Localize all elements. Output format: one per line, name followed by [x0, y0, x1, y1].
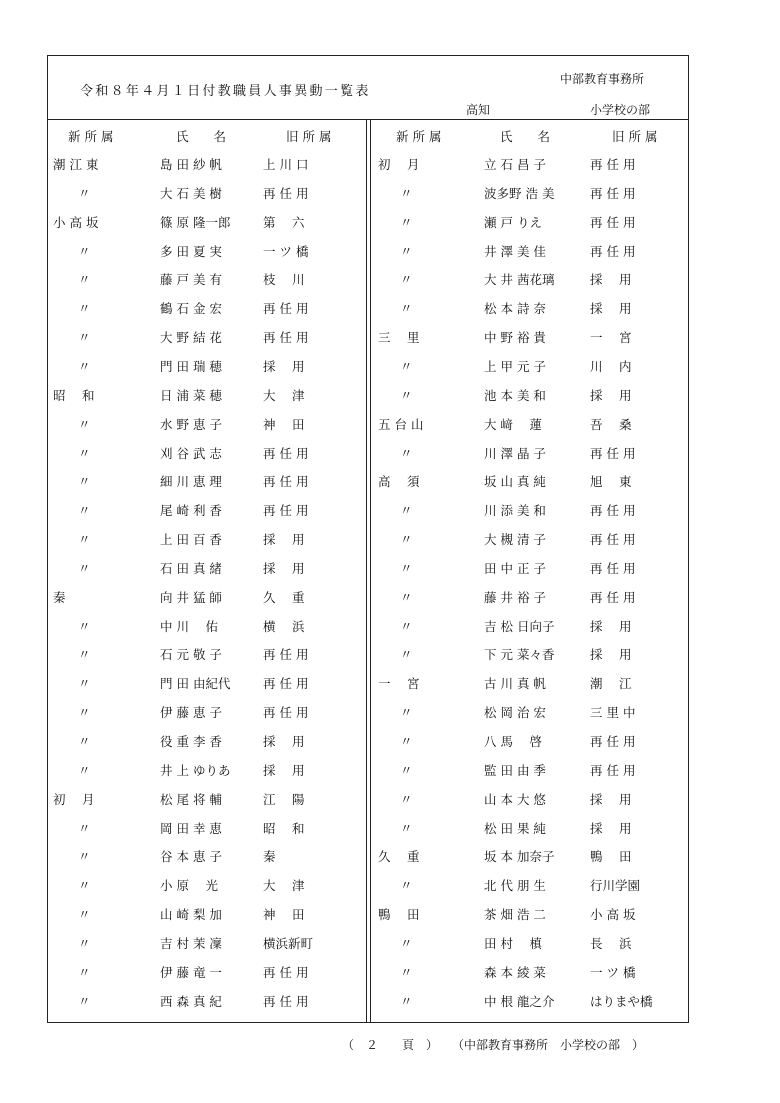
- new-post-cell: 潮 江 東: [53, 157, 99, 172]
- new-post-cell: 〃: [400, 791, 413, 807]
- page-number: （ ２ 頁 ）: [342, 1038, 439, 1052]
- new-post-cell: 〃: [400, 878, 413, 894]
- old-post-cell: 再 任 用: [590, 589, 636, 605]
- new-post-cell: 〃: [400, 734, 413, 749]
- new-post-cell: 〃: [78, 705, 91, 721]
- name-cell: 井 澤 美 佳: [484, 243, 546, 259]
- old-post-cell: 採 用: [263, 532, 305, 548]
- name-cell: 細 川 恵 理: [160, 474, 222, 490]
- name-cell: 中 野 裕 貴: [484, 330, 546, 346]
- old-post-cell: 第 六: [263, 214, 305, 230]
- name-cell: 吉 村 茉 凜: [160, 935, 222, 951]
- new-post-cell: 〃: [78, 935, 91, 951]
- old-post-cell: 横 浜: [263, 618, 305, 634]
- name-cell: 岡 田 幸 恵: [160, 820, 222, 836]
- new-post-cell: 〃: [400, 272, 413, 288]
- new-post-cell: 〃: [78, 185, 91, 201]
- name-cell: 山 本 大 悠: [484, 791, 546, 807]
- name-cell: 門 田 瑞 穂: [160, 358, 222, 374]
- name-cell: 上 甲 元 子: [484, 358, 546, 374]
- name-cell: 池 本 美 和: [484, 387, 546, 403]
- old-post-cell: 再 任 用: [590, 532, 636, 548]
- new-post-cell: 〃: [400, 820, 413, 836]
- name-cell: 刈 谷 武 志: [160, 445, 222, 461]
- new-post-cell: 一 宮: [378, 676, 420, 692]
- new-post-cell: 〃: [400, 532, 413, 548]
- old-post-cell: 採 用: [590, 272, 632, 288]
- name-cell: 大 井 茜花璃: [484, 272, 555, 288]
- old-post-cell: 大 津: [263, 387, 305, 403]
- name-cell: 吉 松 日向子: [484, 618, 555, 634]
- old-post-cell: 再 任 用: [590, 445, 636, 461]
- new-post-cell: 〃: [78, 445, 91, 461]
- old-post-cell: 採 用: [263, 560, 305, 576]
- name-cell: 瀬 戸 りえ: [484, 214, 542, 230]
- new-post-cell: 〃: [78, 676, 91, 692]
- new-post-cell: 初 月: [53, 791, 95, 807]
- new-post-cell: 初 月: [378, 157, 420, 172]
- new-post-cell: 〃: [78, 964, 91, 980]
- new-post-cell: 五 台 山: [378, 416, 424, 432]
- prefecture-label: 高知: [466, 103, 491, 117]
- header-new-post: 新 所 属: [68, 129, 114, 144]
- name-cell: 中 根 龍之介: [484, 993, 555, 1009]
- header-old-post: 旧 所 属: [286, 129, 332, 144]
- new-post-cell: 〃: [400, 358, 413, 374]
- new-post-cell: 〃: [400, 185, 413, 201]
- old-post-cell: 行川学園: [590, 878, 641, 894]
- new-post-cell: 〃: [78, 647, 91, 663]
- name-cell: 鶴 石 金 宏: [160, 301, 222, 317]
- name-cell: 篠 原 隆一郎: [160, 214, 231, 230]
- old-post-cell: 再 任 用: [263, 647, 309, 663]
- old-post-cell: 再 任 用: [263, 330, 309, 346]
- name-cell: 茶 畑 浩 二: [484, 907, 546, 923]
- name-cell: 川 澤 晶 子: [484, 445, 546, 461]
- document-title: 令和８年４月１日付教職員人事異動一覧表: [80, 84, 371, 99]
- name-cell: 石 元 敬 子: [160, 647, 222, 663]
- old-post-cell: 再 任 用: [263, 185, 309, 201]
- old-post-cell: 再 任 用: [590, 762, 636, 778]
- new-post-cell: 〃: [78, 503, 91, 519]
- old-post-cell: 再 任 用: [263, 705, 309, 721]
- old-post-cell: 再 任 用: [590, 560, 636, 576]
- new-post-cell: 〃: [400, 964, 413, 980]
- new-post-cell: 昭 和: [53, 387, 95, 403]
- old-post-cell: 大 津: [263, 878, 305, 894]
- old-post-cell: 昭 和: [263, 820, 305, 836]
- old-post-cell: 再 任 用: [590, 503, 636, 519]
- new-post-cell: 〃: [400, 503, 413, 519]
- old-post-cell: 再 任 用: [590, 185, 636, 201]
- new-post-cell: 〃: [78, 734, 91, 749]
- new-post-cell: 秦: [53, 589, 66, 605]
- new-post-cell: 〃: [400, 618, 413, 634]
- new-post-cell: 〃: [78, 560, 91, 576]
- new-post-cell: 〃: [78, 474, 91, 490]
- name-cell: 松 本 詩 奈: [484, 301, 546, 317]
- name-cell: 大 野 結 花: [160, 330, 222, 346]
- old-post-cell: 再 任 用: [263, 301, 309, 317]
- header-name: 氏 名: [176, 129, 227, 144]
- old-post-cell: 枝 川: [263, 272, 305, 288]
- header-new-post: 新 所 属: [396, 129, 442, 144]
- old-post-cell: 神 田: [263, 416, 305, 432]
- new-post-cell: 〃: [400, 387, 413, 403]
- name-cell: 伊 藤 竜 一: [160, 964, 222, 980]
- column-divider-line: [366, 119, 367, 1023]
- new-post-cell: 〃: [78, 358, 91, 374]
- name-cell: 北 代 朋 生: [484, 878, 546, 894]
- old-post-cell: 再 任 用: [263, 503, 309, 519]
- header-old-post: 旧 所 属: [612, 129, 658, 144]
- name-cell: 大 石 美 樹: [160, 185, 222, 201]
- old-post-cell: 長 浜: [590, 935, 632, 951]
- old-post-cell: 採 用: [590, 647, 632, 663]
- new-post-cell: 〃: [400, 762, 413, 778]
- name-cell: 島 田 紗 帆: [160, 157, 222, 172]
- header-separator: [47, 119, 689, 120]
- new-post-cell: 〃: [400, 243, 413, 259]
- old-post-cell: 小 高 坂: [590, 907, 636, 923]
- name-cell: 上 田 百 香: [160, 532, 222, 548]
- header-name: 氏 名: [500, 129, 551, 144]
- name-cell: 松 尾 将 輔: [160, 791, 222, 807]
- old-post-cell: 一 ツ 橋: [590, 964, 636, 980]
- name-cell: 田 中 正 子: [484, 560, 546, 576]
- new-post-cell: 〃: [400, 445, 413, 461]
- new-post-cell: 高 須: [378, 474, 420, 490]
- new-post-cell: 〃: [400, 993, 413, 1009]
- name-cell: 日 浦 菜 穂: [160, 387, 222, 403]
- name-cell: 川 添 美 和: [484, 503, 546, 519]
- old-post-cell: 潮 江: [590, 676, 632, 692]
- new-post-cell: 〃: [78, 243, 91, 259]
- old-post-cell: 川 内: [590, 358, 632, 374]
- name-cell: 田 村 槙: [484, 935, 542, 951]
- name-cell: 山 崎 梨 加: [160, 907, 222, 923]
- name-cell: 小 原 光: [160, 878, 218, 894]
- new-post-cell: 〃: [400, 935, 413, 951]
- name-cell: 役 重 李 香: [160, 734, 222, 749]
- name-cell: 向 井 猛 師: [160, 589, 222, 605]
- division-label: 小学校の部: [590, 103, 651, 117]
- old-post-cell: 採 用: [263, 734, 305, 749]
- new-post-cell: 鴨 田: [378, 907, 420, 923]
- name-cell: 谷 本 恵 子: [160, 849, 222, 865]
- new-post-cell: 〃: [400, 301, 413, 317]
- old-post-cell: 江 陽: [263, 791, 305, 807]
- name-cell: 門 田 由紀代: [160, 676, 231, 692]
- old-post-cell: 秦: [263, 849, 276, 865]
- old-post-cell: 吾 桑: [590, 416, 632, 432]
- office-name: 中部教育事務所: [560, 72, 645, 86]
- new-post-cell: 〃: [78, 993, 91, 1009]
- name-cell: 監 田 由 季: [484, 762, 546, 778]
- new-post-cell: 〃: [78, 849, 91, 865]
- old-post-cell: 採 用: [590, 820, 632, 836]
- old-post-cell: 一 宮: [590, 330, 632, 346]
- new-post-cell: 〃: [78, 618, 91, 634]
- name-cell: 西 森 真 紀: [160, 993, 222, 1009]
- old-post-cell: 採 用: [263, 358, 305, 374]
- old-post-cell: 採 用: [590, 618, 632, 634]
- old-post-cell: 再 任 用: [590, 214, 636, 230]
- old-post-cell: 再 任 用: [590, 734, 636, 749]
- old-post-cell: 横浜新町: [263, 935, 314, 951]
- name-cell: 大 槻 清 子: [484, 532, 546, 548]
- name-cell: 波多野 浩 美: [484, 185, 555, 201]
- name-cell: 松 田 果 純: [484, 820, 546, 836]
- old-post-cell: 採 用: [263, 762, 305, 778]
- new-post-cell: 〃: [400, 560, 413, 576]
- new-post-cell: 久 重: [378, 849, 420, 865]
- old-post-cell: 採 用: [590, 387, 632, 403]
- old-post-cell: 鴨 田: [590, 849, 632, 865]
- name-cell: 森 本 綾 菜: [484, 964, 546, 980]
- old-post-cell: 再 任 用: [590, 157, 636, 172]
- new-post-cell: 〃: [400, 214, 413, 230]
- new-post-cell: 小 高 坂: [53, 214, 99, 230]
- name-cell: 松 岡 治 宏: [484, 705, 546, 721]
- new-post-cell: 〃: [400, 589, 413, 605]
- new-post-cell: 〃: [400, 705, 413, 721]
- old-post-cell: 再 任 用: [590, 243, 636, 259]
- old-post-cell: 再 任 用: [263, 993, 309, 1009]
- name-cell: 坂 山 真 純: [484, 474, 546, 490]
- old-post-cell: 上 川 口: [263, 157, 309, 172]
- name-cell: 中 川 佑: [160, 618, 218, 634]
- new-post-cell: 〃: [78, 762, 91, 778]
- old-post-cell: 旭 東: [590, 474, 632, 490]
- new-post-cell: 〃: [78, 878, 91, 894]
- old-post-cell: 採 用: [590, 791, 632, 807]
- name-cell: 八 馬 啓: [484, 734, 542, 749]
- old-post-cell: 採 用: [590, 301, 632, 317]
- name-cell: 井 上 ゆりあ: [160, 762, 231, 778]
- name-cell: 水 野 恵 子: [160, 416, 222, 432]
- name-cell: 石 田 真 緒: [160, 560, 222, 576]
- new-post-cell: 〃: [400, 647, 413, 663]
- old-post-cell: 三 里 中: [590, 705, 636, 721]
- new-post-cell: 〃: [78, 301, 91, 317]
- name-cell: 立 石 昌 子: [484, 157, 546, 172]
- new-post-cell: 〃: [78, 330, 91, 346]
- new-post-cell: 〃: [78, 416, 91, 432]
- new-post-cell: 〃: [78, 532, 91, 548]
- old-post-cell: 久 重: [263, 589, 305, 605]
- old-post-cell: 神 田: [263, 907, 305, 923]
- old-post-cell: はりまや橋: [590, 993, 653, 1009]
- name-cell: 大 﨑 蓮: [484, 416, 542, 432]
- name-cell: 藤 戸 美 有: [160, 272, 222, 288]
- new-post-cell: 〃: [78, 272, 91, 288]
- new-post-cell: 〃: [78, 907, 91, 923]
- old-post-cell: 一 ツ 橋: [263, 243, 309, 259]
- name-cell: 下 元 菜々香: [484, 647, 555, 663]
- name-cell: 伊 藤 恵 子: [160, 705, 222, 721]
- new-post-cell: 三 里: [378, 330, 420, 346]
- name-cell: 多 田 夏 実: [160, 243, 222, 259]
- name-cell: 藤 井 裕 子: [484, 589, 546, 605]
- old-post-cell: 再 任 用: [263, 676, 309, 692]
- footer-note: （中部教育事務所 小学校の部 ）: [452, 1038, 645, 1052]
- name-cell: 坂 本 加奈子: [484, 849, 555, 865]
- new-post-cell: 〃: [78, 820, 91, 836]
- name-cell: 尾 崎 利 香: [160, 503, 222, 519]
- old-post-cell: 再 任 用: [263, 964, 309, 980]
- old-post-cell: 再 任 用: [263, 445, 309, 461]
- column-divider-line: [370, 119, 371, 1023]
- old-post-cell: 再 任 用: [263, 474, 309, 490]
- name-cell: 古 川 真 帆: [484, 676, 546, 692]
